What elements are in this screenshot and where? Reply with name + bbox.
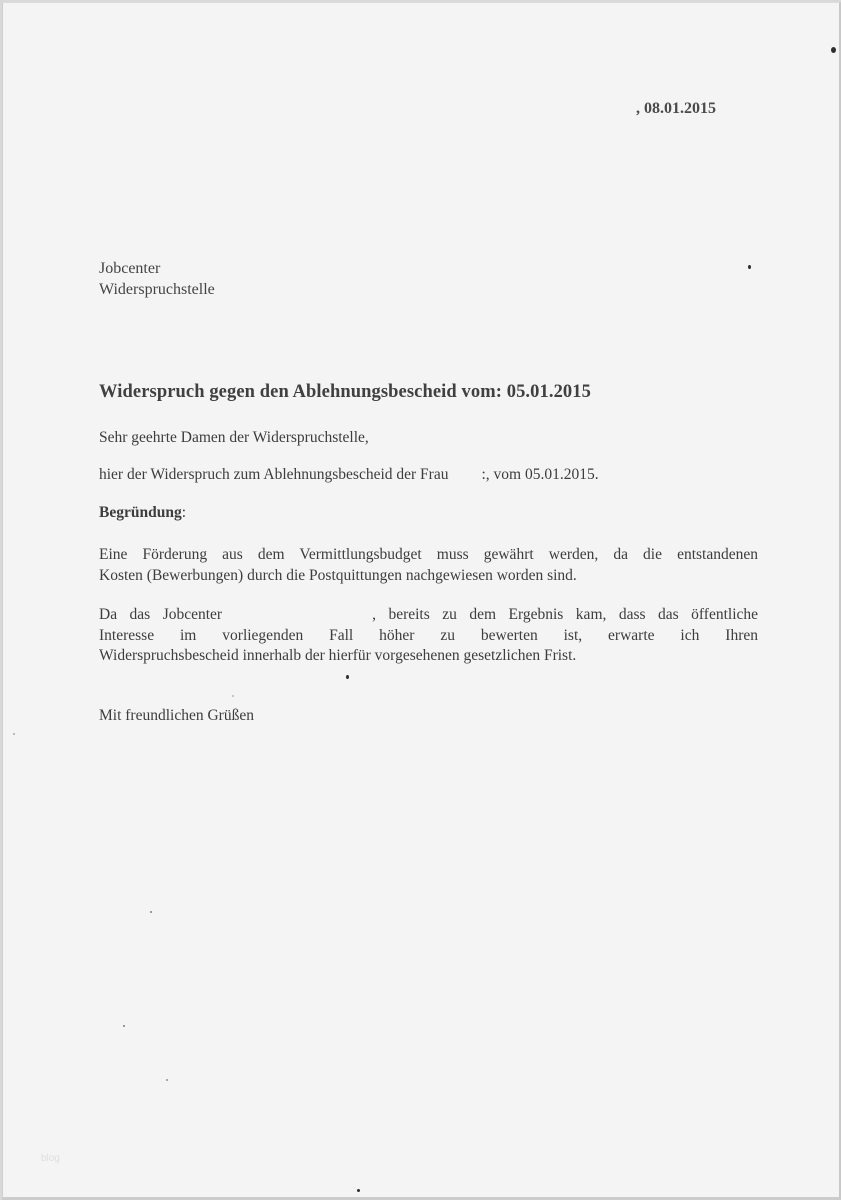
intro-sentence [99, 465, 599, 485]
paragraph-1-line-1: Eine Förderung aus dem Vermittlungsbudget muss gewährt werden, da die entstandenen [99, 546, 758, 563]
intro-text-before-redaction: hier der Widerspruch zum Ablehnungsbescheid der Frau [99, 466, 449, 483]
intro-text-after-redaction: :, vom 05.01.2015. [481, 466, 599, 483]
paragraph-2-text-before-redaction: Da das Jobcenter [99, 606, 223, 623]
paragraph-1-line-2: Kosten (Bewerbungen) durch die Postquittungen nachgewiesen worden sind. [99, 566, 577, 584]
recipient-line-1: Jobcenter [99, 260, 161, 277]
recipient-line-2: Widerspruchstelle [99, 281, 215, 298]
scan-speck [150, 911, 152, 913]
reason-heading [99, 503, 186, 523]
watermark-text: blog [41, 1153, 60, 1164]
scan-speck [166, 1079, 168, 1081]
recipient-address [99, 258, 215, 300]
reason-heading-text: Begründung [99, 504, 182, 521]
scan-speck [831, 47, 836, 53]
scan-speck [357, 1189, 360, 1192]
letter-subject: Widerspruch gegen den Ablehnungsbescheid vom: 05.01.2015 [99, 382, 591, 402]
reason-paragraph-1 [99, 545, 758, 586]
scan-speck [123, 1025, 125, 1027]
scan-speck [13, 733, 15, 735]
letter-date: , 08.01.2015 [636, 100, 716, 117]
paragraph-2-line-1 [99, 605, 758, 626]
scan-speck [346, 675, 349, 679]
paragraph-2-text-after-redaction: , bereits zu dem Ergebnis kam, dass das öffentliche [372, 606, 759, 623]
paragraph-2-line-3: Widerspruchsbescheid innerhalb der hierfür vorgesehenen gesetzlichen Frist. [99, 647, 577, 664]
closing-phrase: Mit freundlichen Grüßen [99, 707, 254, 724]
reason-paragraph-2 [99, 605, 758, 667]
scan-speck [748, 265, 751, 269]
scan-speck [232, 695, 234, 697]
scanned-letter-page [2, 2, 841, 1200]
salutation: Sehr geehrte Damen der Widerspruchstelle, [99, 429, 369, 446]
reason-heading-colon: : [181, 504, 187, 521]
paragraph-2-line-2: Interesse im vorliegenden Fall höher zu bewerten ist, erwarte ich Ihren [99, 626, 758, 644]
